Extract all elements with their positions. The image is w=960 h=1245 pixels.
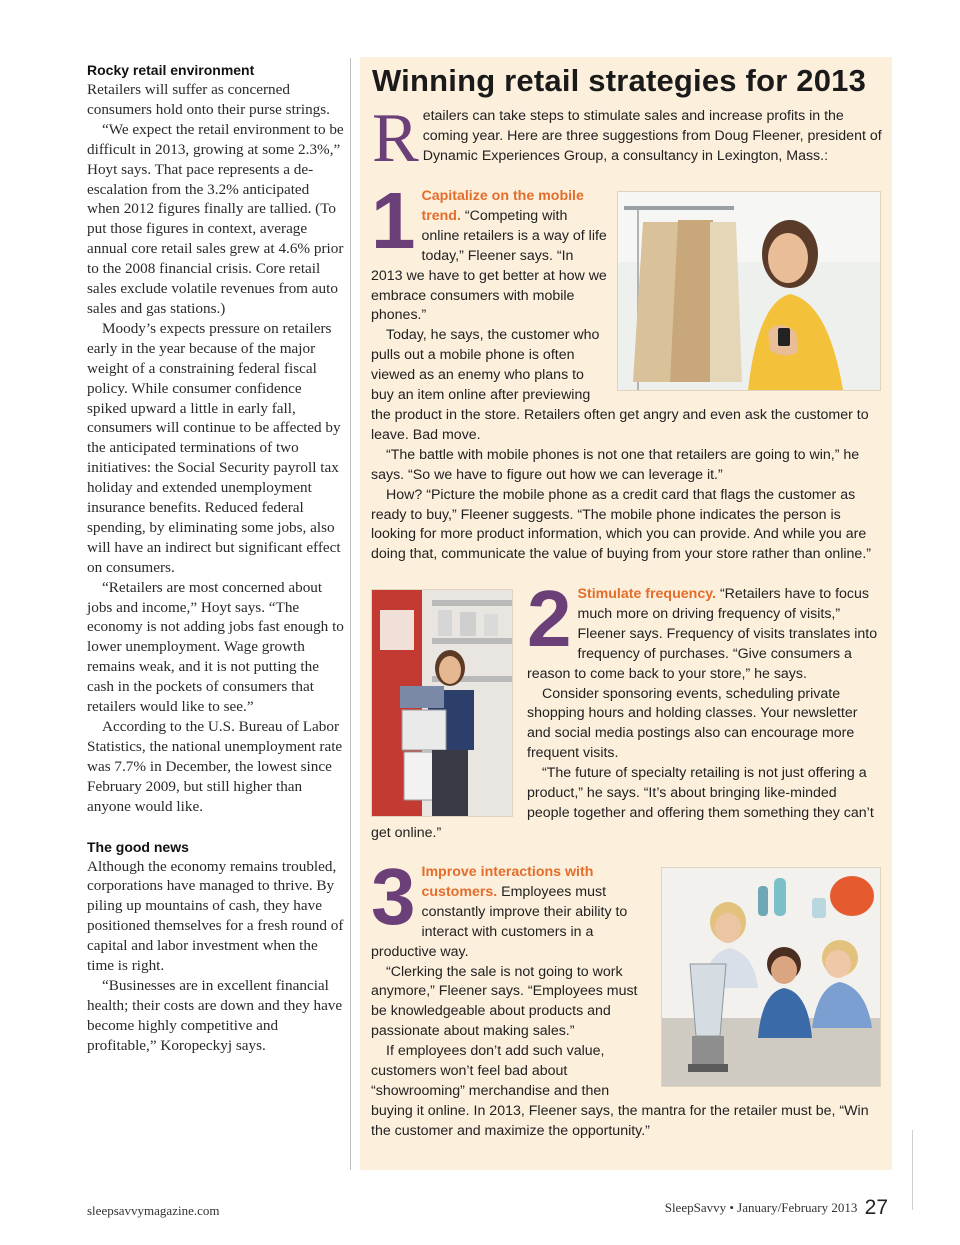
paragraph: Retailers will suffer as concerned consumers hold onto their purse strings. [87,81,330,118]
strategy-paragraph: Today, he says, the customer who pulls out a mobile phone is often viewed as an enemy who plans to buy an item online after previewing the product in the store. Retailers often get angry and even ask the customer to leave. Bad move. [371,327,869,443]
folio-separator: • [729,1200,734,1215]
paragraph: Moody’s expects pressure on retailers early in the year because of the major weight of a constraining federal fiscal policy. While consumer confidence spiked upward a little in early fall, consumers will continue to be affected by the anticipated terminations of two initiatives: the Social Security payroll tax holiday and extended unemployment insurance benefits. Reduced federal spending, by eliminating some jobs, also will have an indirect but significant effect on consumers. [87,319,341,576]
photo-woman-with-phone [617,191,881,391]
strategy-3 [371,852,881,1142]
strategy-text: “Retailers have to focus much more on driving frequency of visits,” Fleener says. Frequency of visits translates into frequency of purchases. “Give consumers a reason to come back to your store,” he says. [527,586,878,682]
section-heading-good-news: The good news [87,838,189,855]
strategy-number: 1 [371,176,416,265]
strategy-text: “Competing with online retailers is a way of life today,” Fleener says. “In 2013 we have to get better at how we embrace consumers with mobile phones.” [371,207,607,324]
section-heading-rocky-retail: Rocky retail environment [87,62,255,78]
column-divider [350,58,351,1170]
strategy-number: 2 [527,574,572,663]
sidebar-title: Winning retail strategies for 2013 [372,63,867,98]
strategy-number: 3 [371,852,416,941]
strategy-paragraph: “Clerking the sale is not going to work anymore,” Fleener says. “Employees must be knowledgeable about products and passionate about making sales.” [371,963,638,1040]
paragraph: “Retailers are most concerned about jobs and income,” Hoyt says. “The economy is not adding jobs fast enough to lower unemployment. Wage growth remains weak, and it is not putting the cash in the pockets of consumers that retailers would like to see.” [87,578,344,716]
strategy-paragraph: “The future of specialty retailing is not just offering a product,” he says. “It’s about bringing like-minded people together and offering them something they can’t get online.” [371,765,874,841]
strategy-heading: Stimulate frequency. [577,586,716,602]
footer-folio [665,1196,888,1220]
strategy-text: Employees must constantly improve their ability to interact with customers in a productive way. [371,883,628,960]
photo-woman-carrying-boxes [371,589,513,817]
intro-paragraph: etailers can take steps to stimulate sales and increase profits in the coming year. Here are three suggestions from Doug Fleener, president of Dynamic Experiences Group, a consultancy in Lexington, Mass.: [422,108,882,164]
strategy-paragraph: “The battle with mobile phones is not one that retailers are going to win,” he says. “So we have to figure out how we can leverage it.” [371,446,860,483]
strategy-paragraph: How? “Picture the mobile phone as a credit card that flags the customer as ready to buy,” Fleener suggests. “The mobile phone indicates the person is looking for more product information, which you can provide. And while you are doing that, communicate the value of buying from your store rather than online.” [371,486,871,563]
issue-date: January/February 2013 [737,1200,858,1215]
paragraph: Although the economy remains troubled, corporations have managed to thrive. By piling up mountains of cash, they have positioned themselves for a fresh round of capital and labor investment when the time is right. [87,857,344,975]
paragraph: “Businesses are in excellent financial health; their costs are down and they have become highly competitive and profitable,” Koropeckyj says. [87,976,343,1054]
strategy-1 [371,176,881,565]
sidebar-box [360,57,892,1170]
page-number: 27 [864,1196,888,1219]
paragraph: “We expect the retail environment to be difficult in 2013, growing at some 2.3%,” Hoyt says. That pace represents a de-escalation from the 3.2% anticipated when 2012 figures finally are tallied. (To put those figures in context, average annual core retail sales grew at 4.6% prior to the 2008 financial crisis. Core retail sales exclude volatile revenues from auto sales and gas stations.) [87,120,344,317]
edge-divider [912,1130,913,1210]
photo-people-with-blender [661,867,881,1087]
magazine-name: SleepSavvy [664,1200,727,1215]
left-column [87,60,345,1056]
strategy-paragraph: If employees don’t add such value, customers won’t feel bad about “showrooming” merchandise and then buying it online. In 2013, Fleener says, the mantra for the retailer must be, “Win the customer and maximize the opportunity.” [371,1043,869,1139]
strategy-heading: Improve interactions with customers. [421,864,594,900]
strategy-heading: Capitalize on the mobile trend. [421,188,584,224]
footer-website: sleepsavvymagazine.com [87,1203,220,1218]
sidebar-intro [372,100,882,177]
strategy-paragraph: Consider sponsoring events, scheduling private shopping hours and holding classes. Your newsletter and social media postings also can encourage more frequent visits. [527,685,858,762]
drop-cap: R [372,100,419,177]
paragraph: According to the U.S. Bureau of Labor Statistics, the national unemployment rate was 7.7% in December, the lowest since February 2009, but still higher than anyone would like. [87,718,343,815]
strategy-2 [371,574,881,844]
